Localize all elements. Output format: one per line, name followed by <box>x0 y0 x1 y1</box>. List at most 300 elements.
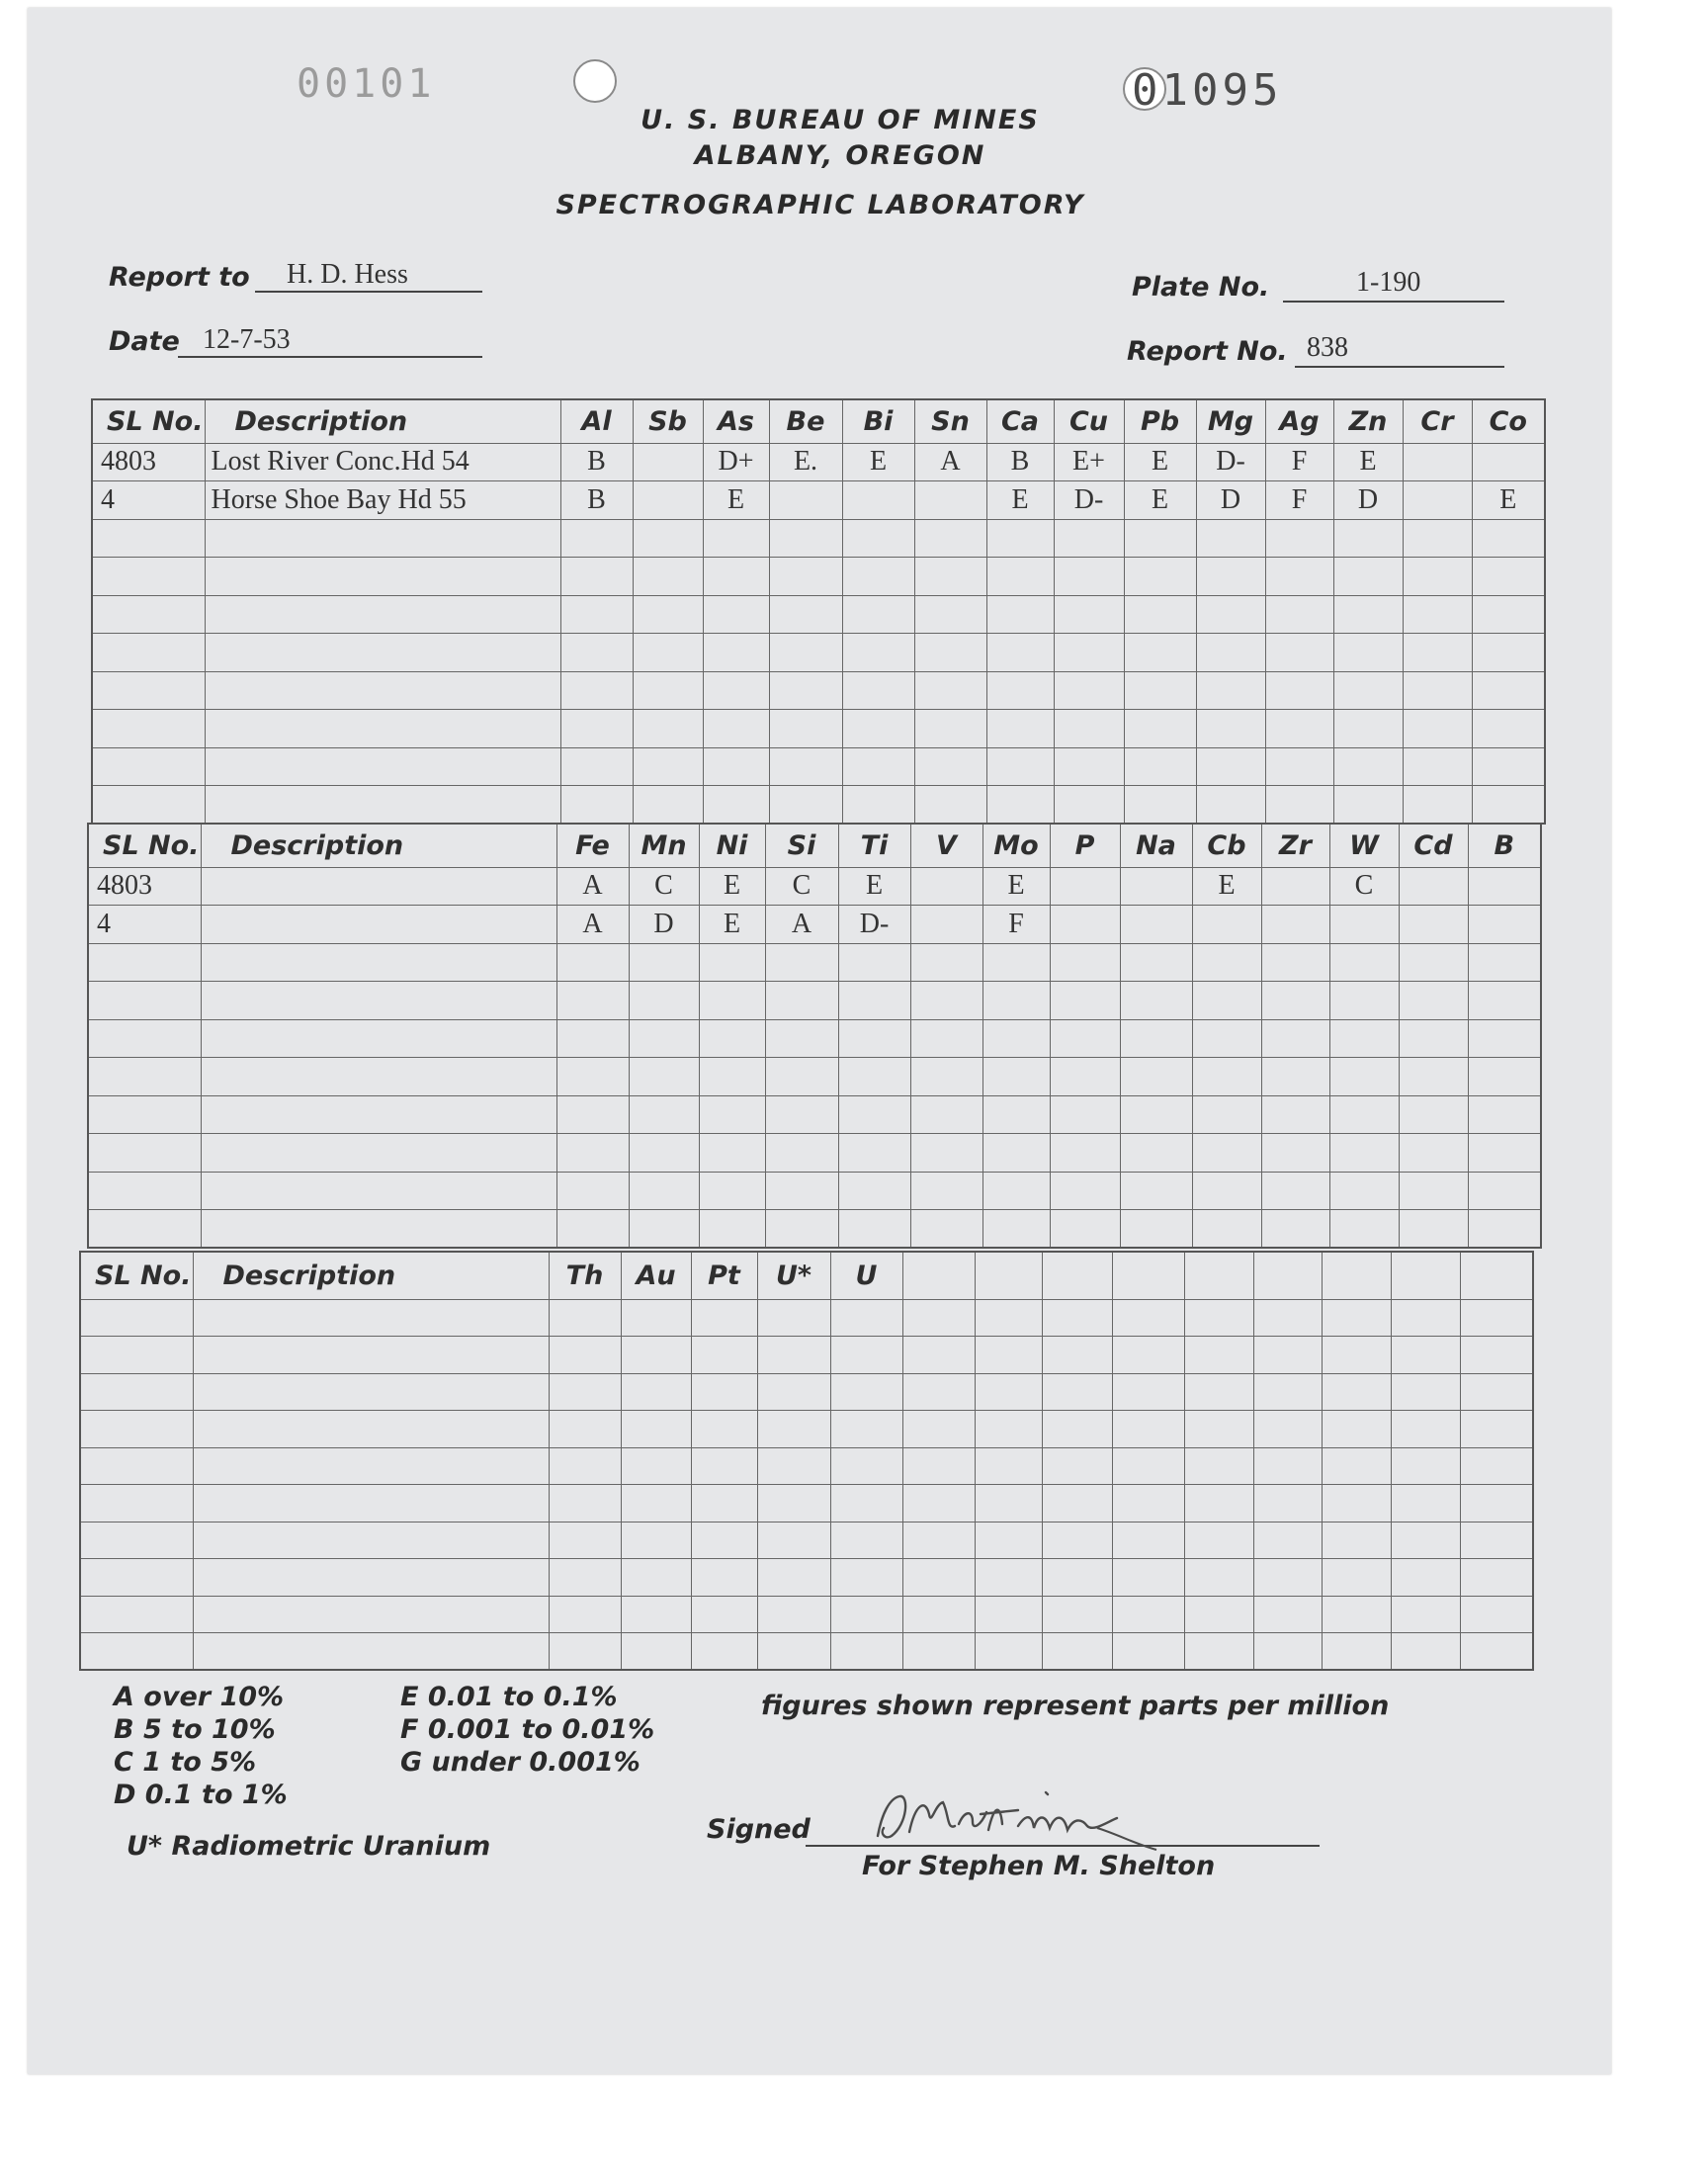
empty-cell <box>1468 1210 1541 1249</box>
empty-cell <box>1184 1337 1253 1374</box>
empty-cell <box>1124 634 1196 672</box>
empty-row <box>88 1172 1541 1210</box>
empty-cell <box>1042 1299 1112 1337</box>
element-grade-cell: C <box>765 867 838 906</box>
empty-cell <box>1261 1210 1329 1249</box>
empty-row <box>80 1596 1533 1633</box>
empty-cell <box>549 1447 621 1485</box>
empty-cell <box>902 1485 975 1522</box>
empty-cell <box>1333 519 1403 558</box>
empty-cell <box>193 1373 549 1411</box>
column-header <box>975 1252 1042 1299</box>
element-grade-cell <box>1120 867 1192 906</box>
description-cell <box>201 906 556 944</box>
empty-cell <box>629 1134 699 1173</box>
empty-cell <box>193 1596 549 1633</box>
empty-cell <box>560 710 633 748</box>
plate-no-value: 1-190 <box>1356 267 1421 298</box>
empty-cell <box>1042 1596 1112 1633</box>
empty-cell <box>1120 1019 1192 1058</box>
empty-cell <box>1265 786 1333 825</box>
element-grade-cell: A <box>765 906 838 944</box>
empty-cell <box>88 1019 201 1058</box>
empty-cell <box>691 1522 757 1559</box>
column-header: Cr <box>1403 399 1472 443</box>
empty-cell <box>1112 1447 1184 1485</box>
empty-cell <box>1112 1337 1184 1374</box>
table-header-row <box>80 1252 1533 1299</box>
empty-cell <box>205 595 560 634</box>
empty-cell <box>1460 1447 1533 1485</box>
empty-cell <box>914 747 986 786</box>
empty-cell <box>205 671 560 710</box>
empty-cell <box>1261 982 1329 1020</box>
column-header: Si <box>765 824 838 867</box>
empty-cell <box>1265 634 1333 672</box>
empty-cell <box>1054 747 1124 786</box>
empty-cell <box>699 1058 765 1096</box>
empty-cell <box>910 1134 982 1173</box>
report-no-value: 838 <box>1307 332 1348 363</box>
empty-cell <box>1403 634 1472 672</box>
empty-cell <box>982 982 1050 1020</box>
empty-cell <box>205 634 560 672</box>
empty-cell <box>633 634 703 672</box>
empty-cell <box>691 1485 757 1522</box>
empty-cell <box>842 519 914 558</box>
empty-cell <box>703 747 769 786</box>
column-header <box>1253 1252 1322 1299</box>
empty-cell <box>757 1299 830 1337</box>
empty-cell <box>1265 558 1333 596</box>
empty-cell <box>1042 1485 1112 1522</box>
empty-cell <box>1403 519 1472 558</box>
empty-cell <box>914 558 986 596</box>
element-grade-cell: E. <box>769 443 842 481</box>
empty-cell <box>88 1134 201 1173</box>
empty-cell <box>1124 671 1196 710</box>
empty-cell <box>633 595 703 634</box>
empty-cell <box>549 1485 621 1522</box>
empty-cell <box>1333 710 1403 748</box>
empty-cell <box>765 1095 838 1134</box>
empty-cell <box>1329 1019 1399 1058</box>
empty-cell <box>556 1134 629 1173</box>
empty-cell <box>80 1633 193 1671</box>
empty-row <box>92 710 1545 748</box>
column-header: P <box>1050 824 1120 867</box>
empty-cell <box>769 634 842 672</box>
empty-cell <box>1184 1411 1253 1448</box>
empty-cell <box>629 943 699 982</box>
empty-cell <box>769 747 842 786</box>
empty-cell <box>621 1337 691 1374</box>
empty-cell <box>982 1095 1050 1134</box>
empty-cell <box>1399 1172 1468 1210</box>
empty-cell <box>830 1299 902 1337</box>
empty-cell <box>193 1411 549 1448</box>
empty-cell <box>830 1373 902 1411</box>
column-header: Na <box>1120 824 1192 867</box>
empty-cell <box>910 982 982 1020</box>
empty-cell <box>92 634 205 672</box>
empty-cell <box>556 1058 629 1096</box>
column-header: Ca <box>986 399 1054 443</box>
empty-cell <box>629 1172 699 1210</box>
element-grade-cell <box>1050 906 1120 944</box>
empty-cell <box>703 786 769 825</box>
legend-item-a: A over 10% <box>114 1682 285 1712</box>
element-grade-cell <box>1120 906 1192 944</box>
empty-cell <box>975 1522 1042 1559</box>
element-grade-cell: D+ <box>703 443 769 481</box>
empty-cell <box>1050 943 1120 982</box>
empty-cell <box>691 1411 757 1448</box>
empty-cell <box>1192 982 1261 1020</box>
empty-cell <box>1333 786 1403 825</box>
empty-cell <box>910 1058 982 1096</box>
empty-cell <box>205 786 560 825</box>
empty-row <box>80 1373 1533 1411</box>
empty-cell <box>1468 982 1541 1020</box>
empty-cell <box>1253 1559 1322 1597</box>
empty-cell <box>769 558 842 596</box>
column-header: As <box>703 399 769 443</box>
empty-cell <box>1468 1134 1541 1173</box>
empty-cell <box>765 943 838 982</box>
empty-cell <box>1322 1373 1391 1411</box>
empty-cell <box>1322 1337 1391 1374</box>
empty-cell <box>902 1633 975 1671</box>
empty-cell <box>560 747 633 786</box>
empty-cell <box>1124 786 1196 825</box>
empty-cell <box>549 1299 621 1337</box>
empty-cell <box>1468 1172 1541 1210</box>
empty-cell <box>556 982 629 1020</box>
empty-cell <box>193 1337 549 1374</box>
empty-cell <box>975 1373 1042 1411</box>
empty-cell <box>986 786 1054 825</box>
empty-cell <box>830 1559 902 1597</box>
element-grade-cell <box>1468 867 1541 906</box>
element-grade-cell <box>1261 867 1329 906</box>
empty-cell <box>757 1559 830 1597</box>
empty-cell <box>1054 634 1124 672</box>
empty-cell <box>1391 1596 1460 1633</box>
empty-cell <box>1265 747 1333 786</box>
element-grade-cell: E <box>982 867 1050 906</box>
empty-cell <box>1322 1299 1391 1337</box>
empty-cell <box>914 671 986 710</box>
empty-cell <box>902 1337 975 1374</box>
empty-cell <box>986 671 1054 710</box>
empty-cell <box>1120 1095 1192 1134</box>
empty-cell <box>1196 710 1265 748</box>
empty-cell <box>757 1337 830 1374</box>
empty-row <box>92 519 1545 558</box>
empty-cell <box>621 1522 691 1559</box>
empty-cell <box>1192 1095 1261 1134</box>
empty-cell <box>703 710 769 748</box>
empty-cell <box>1333 558 1403 596</box>
empty-cell <box>902 1522 975 1559</box>
sample-number-cell: 4803 <box>92 443 205 481</box>
empty-cell <box>1391 1373 1460 1411</box>
empty-cell <box>1184 1559 1253 1597</box>
empty-cell <box>201 1019 556 1058</box>
empty-row <box>92 634 1545 672</box>
empty-cell <box>1192 1210 1261 1249</box>
empty-cell <box>1460 1411 1533 1448</box>
element-grade-cell: E+ <box>1054 443 1124 481</box>
empty-cell <box>902 1596 975 1633</box>
empty-row <box>80 1411 1533 1448</box>
empty-cell <box>1460 1633 1533 1671</box>
empty-cell <box>1192 1058 1261 1096</box>
empty-cell <box>80 1522 193 1559</box>
empty-cell <box>1399 1210 1468 1249</box>
empty-cell <box>1322 1633 1391 1671</box>
laboratory-title: SPECTROGRAPHIC LABORATORY <box>555 190 1085 220</box>
empty-cell <box>633 786 703 825</box>
empty-cell <box>1391 1299 1460 1337</box>
empty-cell <box>193 1559 549 1597</box>
empty-cell <box>699 1134 765 1173</box>
empty-cell <box>975 1411 1042 1448</box>
element-grade-cell <box>1399 906 1468 944</box>
empty-cell <box>1329 1134 1399 1173</box>
element-grade-cell: E <box>699 906 765 944</box>
empty-cell <box>560 595 633 634</box>
empty-cell <box>1399 1134 1468 1173</box>
column-header: Cd <box>1399 824 1468 867</box>
sample-number-cell: 4 <box>88 906 201 944</box>
empty-cell <box>1460 1522 1533 1559</box>
empty-cell <box>629 1019 699 1058</box>
element-grade-cell: F <box>1265 481 1333 520</box>
empty-row <box>88 1058 1541 1096</box>
empty-row <box>80 1337 1533 1374</box>
empty-cell <box>1184 1299 1253 1337</box>
empty-cell <box>1399 1058 1468 1096</box>
column-header: W <box>1329 824 1399 867</box>
empty-cell <box>1329 1172 1399 1210</box>
column-header <box>1460 1252 1533 1299</box>
empty-cell <box>88 1172 201 1210</box>
empty-cell <box>1460 1337 1533 1374</box>
column-header: Ag <box>1265 399 1333 443</box>
empty-cell <box>1192 1172 1261 1210</box>
empty-cell <box>838 982 910 1020</box>
column-header: Bi <box>842 399 914 443</box>
empty-cell <box>1050 982 1120 1020</box>
empty-cell <box>629 1095 699 1134</box>
empty-cell <box>703 671 769 710</box>
column-header: U* <box>757 1252 830 1299</box>
element-grade-cell: F <box>1265 443 1333 481</box>
empty-cell <box>765 1058 838 1096</box>
empty-cell <box>1042 1559 1112 1597</box>
empty-cell <box>1460 1485 1533 1522</box>
empty-cell <box>975 1447 1042 1485</box>
empty-cell <box>1054 786 1124 825</box>
empty-cell <box>769 786 842 825</box>
column-header: Description <box>193 1252 549 1299</box>
empty-cell <box>1112 1485 1184 1522</box>
empty-cell <box>1120 1172 1192 1210</box>
empty-cell <box>1054 558 1124 596</box>
column-header: Cu <box>1054 399 1124 443</box>
empty-cell <box>1391 1485 1460 1522</box>
empty-cell <box>1472 747 1545 786</box>
empty-cell <box>556 1210 629 1249</box>
empty-cell <box>633 747 703 786</box>
empty-cell <box>703 634 769 672</box>
empty-cell <box>1196 558 1265 596</box>
description-cell: Horse Shoe Bay Hd 55 <box>205 481 560 520</box>
empty-cell <box>691 1633 757 1671</box>
empty-cell <box>1391 1337 1460 1374</box>
element-grade-cell: A <box>556 867 629 906</box>
legend-scale-2 <box>400 1681 654 1779</box>
empty-cell <box>1322 1559 1391 1597</box>
element-grade-cell: A <box>556 906 629 944</box>
empty-cell <box>1196 519 1265 558</box>
empty-cell <box>1042 1411 1112 1448</box>
empty-cell <box>1184 1485 1253 1522</box>
empty-cell <box>830 1337 902 1374</box>
empty-cell <box>830 1485 902 1522</box>
column-header: Au <box>621 1252 691 1299</box>
element-grade-cell: E <box>986 481 1054 520</box>
empty-cell <box>1265 595 1333 634</box>
empty-row <box>92 747 1545 786</box>
empty-cell <box>838 943 910 982</box>
empty-cell <box>1112 1559 1184 1597</box>
empty-cell <box>975 1485 1042 1522</box>
empty-cell <box>205 558 560 596</box>
empty-cell <box>1050 1134 1120 1173</box>
empty-cell <box>633 558 703 596</box>
empty-cell <box>1468 1058 1541 1096</box>
empty-cell <box>1261 1172 1329 1210</box>
empty-cell <box>902 1299 975 1337</box>
element-grade-cell <box>1329 906 1399 944</box>
empty-cell <box>765 1019 838 1058</box>
empty-cell <box>975 1337 1042 1374</box>
element-grade-cell <box>1403 443 1472 481</box>
empty-cell <box>1196 671 1265 710</box>
empty-cell <box>88 1095 201 1134</box>
element-grade-cell: D- <box>1196 443 1265 481</box>
plate-no-line <box>1283 301 1504 303</box>
empty-cell <box>910 1172 982 1210</box>
punch-hole-left <box>573 59 617 103</box>
empty-cell <box>1112 1411 1184 1448</box>
empty-cell <box>1184 1447 1253 1485</box>
empty-cell <box>910 1019 982 1058</box>
report-to-label: Report to <box>109 262 250 293</box>
empty-cell <box>201 1095 556 1134</box>
empty-cell <box>1261 1134 1329 1173</box>
sample-row <box>88 867 1541 906</box>
element-grade-cell <box>1192 906 1261 944</box>
empty-cell <box>691 1373 757 1411</box>
empty-cell <box>1184 1596 1253 1633</box>
element-grade-cell: E <box>1124 481 1196 520</box>
empty-row <box>92 595 1545 634</box>
empty-cell <box>193 1522 549 1559</box>
empty-cell <box>1403 671 1472 710</box>
element-grade-cell: D- <box>1054 481 1124 520</box>
empty-cell <box>1322 1596 1391 1633</box>
empty-cell <box>201 1172 556 1210</box>
legend-item-e: E 0.01 to 0.1% <box>400 1682 618 1712</box>
sample-number-cell: 4803 <box>88 867 201 906</box>
empty-cell <box>765 982 838 1020</box>
legend-scale-1 <box>114 1681 288 1811</box>
column-header: SL No. <box>88 824 201 867</box>
empty-cell <box>88 943 201 982</box>
empty-cell <box>80 1411 193 1448</box>
empty-cell <box>621 1373 691 1411</box>
element-grade-cell <box>633 481 703 520</box>
empty-row <box>92 671 1545 710</box>
column-header <box>902 1252 975 1299</box>
empty-cell <box>205 747 560 786</box>
empty-cell <box>1192 943 1261 982</box>
empty-cell <box>1391 1559 1460 1597</box>
empty-cell <box>691 1299 757 1337</box>
empty-cell <box>1333 634 1403 672</box>
empty-cell <box>757 1596 830 1633</box>
empty-cell <box>1399 943 1468 982</box>
empty-cell <box>1329 1058 1399 1096</box>
empty-cell <box>842 595 914 634</box>
empty-cell <box>975 1299 1042 1337</box>
element-grade-cell: E <box>1472 481 1545 520</box>
empty-cell <box>201 1134 556 1173</box>
empty-cell <box>1472 634 1545 672</box>
element-grade-cell: A <box>914 443 986 481</box>
signed-label: Signed <box>707 1814 811 1845</box>
empty-cell <box>1196 786 1265 825</box>
empty-cell <box>914 786 986 825</box>
empty-cell <box>914 710 986 748</box>
description-cell <box>201 867 556 906</box>
element-grade-cell: B <box>560 443 633 481</box>
empty-cell <box>1050 1095 1120 1134</box>
empty-cell <box>1124 519 1196 558</box>
empty-cell <box>1468 1095 1541 1134</box>
empty-cell <box>1391 1411 1460 1448</box>
empty-cell <box>1253 1633 1322 1671</box>
empty-cell <box>1265 710 1333 748</box>
column-header: U <box>830 1252 902 1299</box>
empty-cell <box>1184 1522 1253 1559</box>
empty-cell <box>986 710 1054 748</box>
empty-cell <box>902 1447 975 1485</box>
empty-cell <box>838 1210 910 1249</box>
empty-cell <box>838 1095 910 1134</box>
empty-cell <box>982 1019 1050 1058</box>
element-grade-cell: E <box>1192 867 1261 906</box>
empty-cell <box>1192 1019 1261 1058</box>
empty-cell <box>621 1299 691 1337</box>
element-grade-cell: F <box>982 906 1050 944</box>
empty-cell <box>757 1522 830 1559</box>
empty-cell <box>769 710 842 748</box>
